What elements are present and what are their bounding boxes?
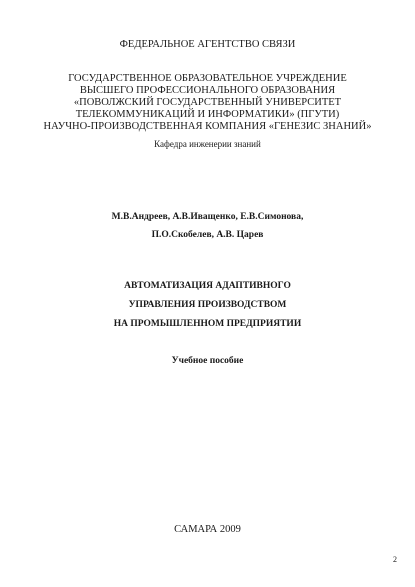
authors-line: М.В.Андреев, А.В.Иващенко, Е.В.Симонова,: [111, 212, 304, 222]
book-title-line: АВТОМАТИЗАЦИЯ АДАПТИВНОГО: [124, 281, 291, 291]
institution-line: ВЫСШЕГО ПРОФЕССИОНАЛЬНОГО ОБРАЗОВАНИЯ: [79, 85, 336, 96]
institution-line: НАУЧНО-ПРОИЗВОДСТВЕННАЯ КОМПАНИЯ «ГЕНЕЗИС ЗНАНИЙ»: [43, 121, 372, 132]
institution-line: ГОСУДАРСТВЕННОЕ ОБРАЗОВАТЕЛЬНОЕ УЧРЕЖДЕНИЕ: [68, 73, 347, 84]
authors-line: П.О.Скобелев, А.В. Царев: [151, 230, 264, 240]
page-number: 2: [393, 555, 397, 564]
institution-line: «ПОВОЛЖСКИЙ ГОСУДАРСТВЕННЫЙ УНИВЕРСИТЕТ: [73, 97, 342, 108]
city-year: САМАРА 2009: [174, 524, 241, 535]
book-subtitle: Учебное пособие: [171, 356, 244, 366]
institution-line: ТЕЛЕКОММУНИКАЦИЙ И ИНФОРМАТИКИ» (ПГУТИ): [75, 109, 340, 120]
book-title-line: НА ПРОМЫШЛЕННОМ ПРЕДПРИЯТИИ: [113, 319, 302, 329]
agency-name: ФЕДЕРАЛЬНОЕ АГЕНТСТВО СВЯЗИ: [119, 39, 296, 50]
department-name: Кафедра инженерии знаний: [154, 139, 261, 149]
book-title-line: УПРАВЛЕНИЯ ПРОИЗВОДСТВОМ: [128, 300, 287, 310]
